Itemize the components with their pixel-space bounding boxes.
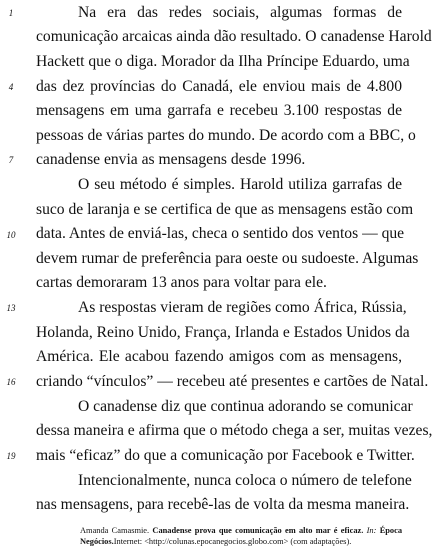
text-line: canadense envia as mensagens desde 1996. bbox=[36, 151, 306, 168]
source-in-label: In: bbox=[366, 526, 377, 535]
text-line: suco de laranja e se certifica de que as mensagens estão com bbox=[36, 201, 414, 218]
line-number: 13 bbox=[6, 303, 16, 313]
line-number: 19 bbox=[6, 451, 16, 461]
source-citation bbox=[80, 525, 402, 547]
source-publication: Época Negócios. bbox=[80, 526, 403, 546]
line-number: 1 bbox=[8, 8, 14, 18]
text-line: cartas demoraram 13 anos para voltar para ele. bbox=[36, 274, 327, 291]
source-title: Canadense prova que comunicação em alto mar é eficaz. bbox=[152, 526, 364, 535]
source-url: Internet: <http://colunas.epocanegocios.globo.com> (com adaptações). bbox=[113, 537, 352, 546]
text-line: Hackett que o diga. Morador da Ilha Príncipe Eduardo, uma bbox=[36, 53, 410, 70]
text-line: Intencionalmente, nunca coloca o número de telefone bbox=[78, 472, 412, 489]
source-author: Amanda Camasmie. bbox=[80, 526, 150, 535]
line-number: 10 bbox=[6, 230, 16, 240]
text-line: comunicação arcaicas ainda dão resultado. O canadense Harold bbox=[36, 28, 432, 45]
text-line: dessa maneira e afirma que o método chega a ser, muitas vezes, bbox=[36, 422, 432, 439]
line-number: 16 bbox=[6, 377, 16, 387]
text-line: Na era das redes sociais, algumas formas de bbox=[78, 4, 402, 21]
text-line: data. Antes de enviá-las, checa o sentido dos ventos — que bbox=[36, 225, 405, 242]
text-line: Holanda, Reino Unido, França, Irlanda e Estados Unidos da bbox=[36, 324, 410, 341]
text-line: devem rumar de preferência para oeste ou sudoeste. Algumas bbox=[36, 250, 419, 267]
line-number: 4 bbox=[8, 82, 14, 92]
line-number: 7 bbox=[8, 155, 14, 165]
text-line: das dez províncias do Canadá, ele enviou mais de 4.800 bbox=[36, 78, 402, 95]
text-line: América. Ele acabou fazendo amigos com as mensagens, bbox=[36, 348, 402, 365]
text-line: mensagens em uma garrafa e recebeu 3.100 respostas de bbox=[36, 102, 402, 119]
text-line: mais “eficaz” do que a comunicação por Facebook e Twitter. bbox=[36, 447, 415, 464]
text-line: criando “vínculos” — recebeu até presentes e cartões de Natal. bbox=[36, 373, 429, 390]
text-line: O seu método é simples. Harold utiliza garrafas de bbox=[78, 176, 402, 193]
text-line: pessoas de várias partes do mundo. De acordo com a BBC, o bbox=[36, 127, 416, 144]
text-line: As respostas vieram de regiões como África, Rússia, bbox=[78, 299, 407, 316]
text-line: nas mensagens, para recebê-las de volta da mesma maneira. bbox=[36, 496, 410, 513]
text-line: O canadense diz que continua adorando se comunicar bbox=[78, 398, 413, 415]
